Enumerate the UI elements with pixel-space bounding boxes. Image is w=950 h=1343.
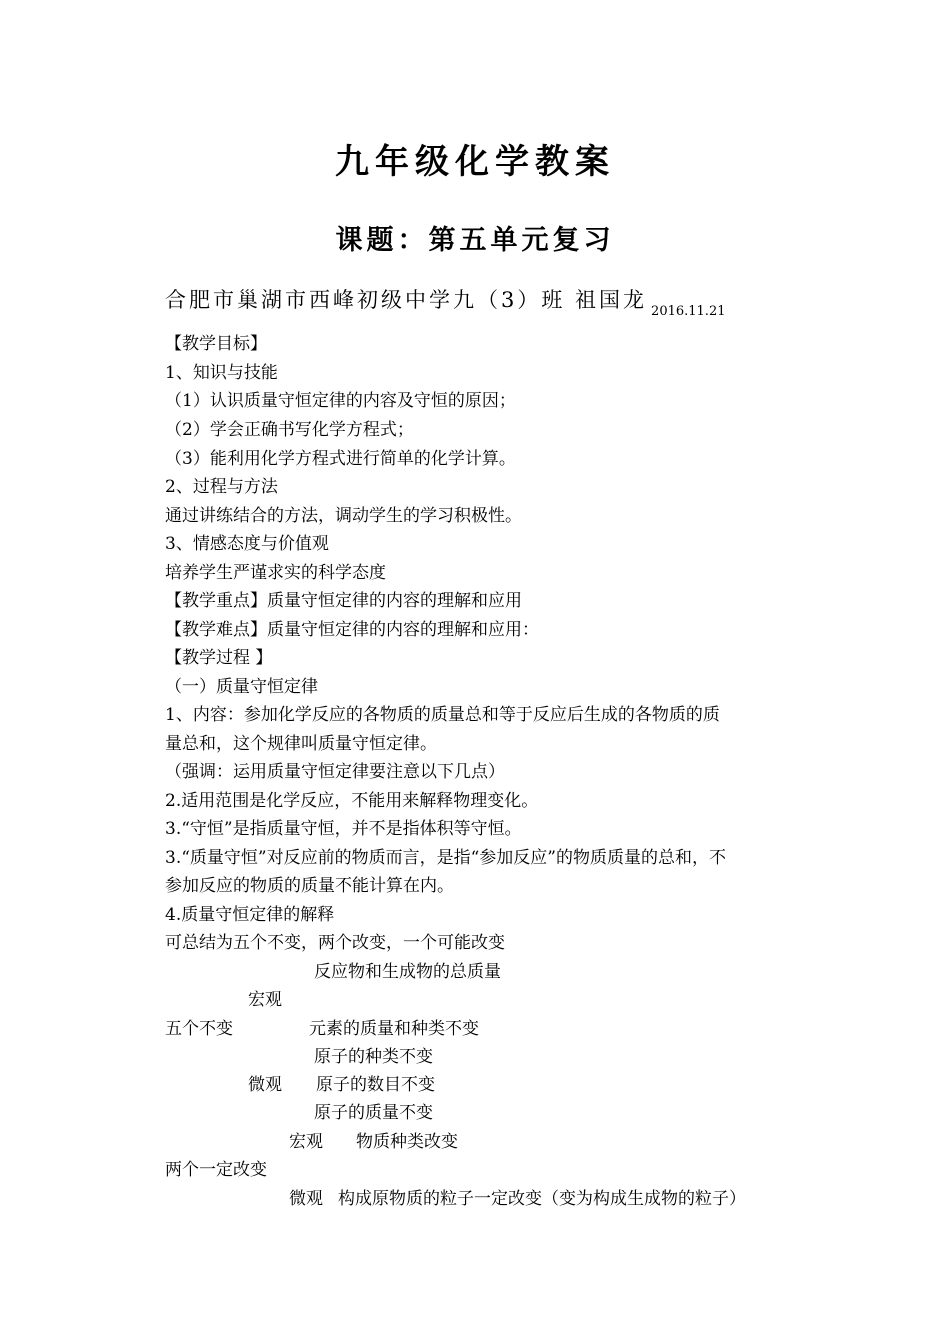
diagram-micro-2-item: 构成原物质的粒子一定改变（变为构成生成物的粒子）	[338, 1189, 746, 1209]
knowledge-item-3: （3）能利用化学方程式进行简单的化学计算。	[165, 449, 516, 469]
diagram-micro-label-1: 微观	[248, 1075, 282, 1095]
lesson-subtitle: 课题：第五单元复习	[335, 225, 615, 256]
diagram-macro-label-2: 宏观	[289, 1132, 323, 1152]
point-3b-line-2: 参加反应的物质的质量不能计算在内。	[165, 876, 454, 896]
attitude-heading: 3、情感态度与价值观	[165, 534, 329, 554]
diagram-macro-item-1: 反应物和生成物的总质量	[314, 962, 501, 982]
process-main-heading: 【教学过程 】	[165, 648, 273, 668]
document-title: 九年级化学教案	[335, 142, 615, 182]
diagram-five-unchanged: 五个不变	[165, 1019, 233, 1039]
process-text: 通过讲练结合的方法，调动学生的学习积极性。	[165, 506, 522, 526]
diagram-micro-item-1: 原子的种类不变	[314, 1047, 433, 1067]
knowledge-item-2: （2）学会正确书写化学方程式；	[165, 420, 414, 440]
attitude-text: 培养学生严谨求实的科学态度	[165, 563, 386, 583]
diagram-micro-item-3: 原子的质量不变	[314, 1103, 433, 1123]
objectives-heading: 【教学目标】	[165, 334, 267, 354]
diagram-macro-label-1: 宏观	[248, 990, 282, 1010]
point-3a: 3.“守恒”是指质量守恒，并不是指体积等守恒。	[165, 819, 522, 839]
author-line	[165, 284, 726, 319]
diagram-two-changed: 两个一定改变	[165, 1160, 267, 1180]
section-1-heading: （一）质量守恒定律	[165, 677, 318, 697]
process-heading: 2、过程与方法	[165, 477, 278, 497]
diagram-micro-item-2: 原子的数目不变	[316, 1075, 435, 1095]
summary-line: 可总结为五个不变，两个改变，一个可能改变	[165, 933, 505, 953]
knowledge-item-1: （1）认识质量守恒定律的内容及守恒的原因；	[165, 391, 516, 411]
diagram-macro-2-item: 物质种类改变	[356, 1132, 458, 1152]
content-line-1: 1、内容：参加化学反应的各物质的质量总和等于反应后生成的各物质的质	[165, 705, 720, 725]
diagram-micro-label-2: 微观	[289, 1189, 323, 1209]
author-text: 合肥市巢湖市西峰初级中学九（3）班 祖国龙	[165, 288, 648, 312]
author-date: 2016.11.21	[651, 304, 726, 319]
point-3b-line-1: 3.“质量守恒”对反应前的物质而言，是指“参加反应”的物质质量的总和，不	[165, 848, 726, 868]
key-point: 【教学重点】质量守恒定律的内容的理解和应用	[165, 591, 522, 611]
point-2: 2.适用范围是化学反应，不能用来解释物理变化。	[165, 791, 539, 811]
diagram-macro-item-2: 元素的质量和种类不变	[309, 1019, 479, 1039]
difficulty: 【教学难点】质量守恒定律的内容的理解和应用：	[165, 620, 539, 640]
point-4: 4.质量守恒定律的解释	[165, 905, 335, 925]
emphasis-note: （强调：运用质量守恒定律要注意以下几点）	[165, 762, 505, 782]
knowledge-heading: 1、知识与技能	[165, 363, 278, 383]
content-line-2: 量总和，这个规律叫质量守恒定律。	[165, 734, 437, 754]
